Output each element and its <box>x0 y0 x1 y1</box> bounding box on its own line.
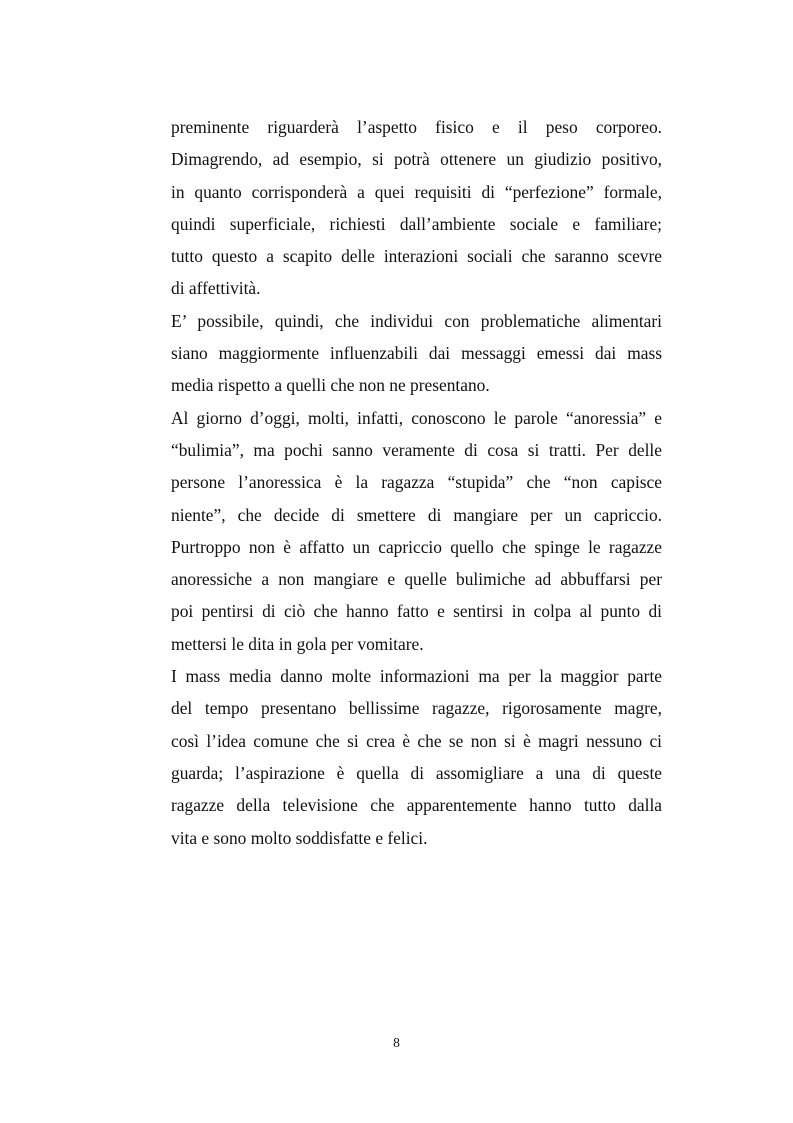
text-line: “bulimia”, ma pochi sanno veramente di cosa si tratti. Per delle <box>171 439 662 460</box>
body-text <box>171 111 662 854</box>
text-line: siano maggiormente influenzabili dai messaggi emessi dai mass <box>171 343 662 364</box>
text-line: E’ possibile, quindi, che individui con problematiche alimentari <box>171 310 662 331</box>
paragraph <box>171 305 662 402</box>
text-line: tutto questo a scapito delle interazioni sociali che saranno scevre <box>171 246 662 267</box>
paragraph <box>171 660 662 854</box>
page-number: 8 <box>393 1035 400 1050</box>
text-line: Purtroppo non è affatto un capriccio quello che spinge le ragazze <box>171 536 662 557</box>
text-line: media rispetto a quelli che non ne presentano. <box>171 375 490 396</box>
text-line: vita e sono molto soddisfatte e felici. <box>171 827 428 848</box>
paragraph <box>171 111 662 305</box>
text-line: preminente riguarderà l’aspetto fisico e il peso corporeo. <box>171 117 662 137</box>
paragraph <box>171 402 662 660</box>
text-line: ragazze della televisione che apparentemente hanno tutto dalla <box>171 795 662 816</box>
text-line: mettersi le dita in gola per vomitare. <box>171 633 424 654</box>
text-line: I mass media danno molte informazioni ma per la maggior parte <box>171 666 662 687</box>
text-line: niente”, che decide di smettere di mangiare per un capriccio. <box>171 504 662 525</box>
text-line: così l’idea comune che si crea è che se non si è magri nessuno ci <box>171 730 662 751</box>
text-line: Al giorno d’oggi, molti, infatti, conoscono le parole “anoressia” e <box>171 407 662 428</box>
text-line: persone l’anoressica è la ragazza “stupida” che “non capisce <box>171 472 662 493</box>
text-line: poi pentirsi di ciò che hanno fatto e sentirsi in colpa al punto di <box>171 601 662 622</box>
text-line: quindi superficiale, richiesti dall’ambiente sociale e familiare; <box>171 213 662 234</box>
text-line: in quanto corrisponderà a quei requisiti di “perfezione” formale, <box>171 181 662 202</box>
text-line: di affettività. <box>171 278 261 299</box>
text-line: guarda; l’aspirazione è quella di assomigliare a una di queste <box>171 762 662 783</box>
text-line: anoressiche a non mangiare e quelle bulimiche ad abbuffarsi per <box>171 569 662 590</box>
text-line: del tempo presentano bellissime ragazze, rigorosamente magre, <box>171 698 662 719</box>
text-line: Dimagrendo, ad esempio, si potrà ottenere un giudizio positivo, <box>171 149 662 170</box>
